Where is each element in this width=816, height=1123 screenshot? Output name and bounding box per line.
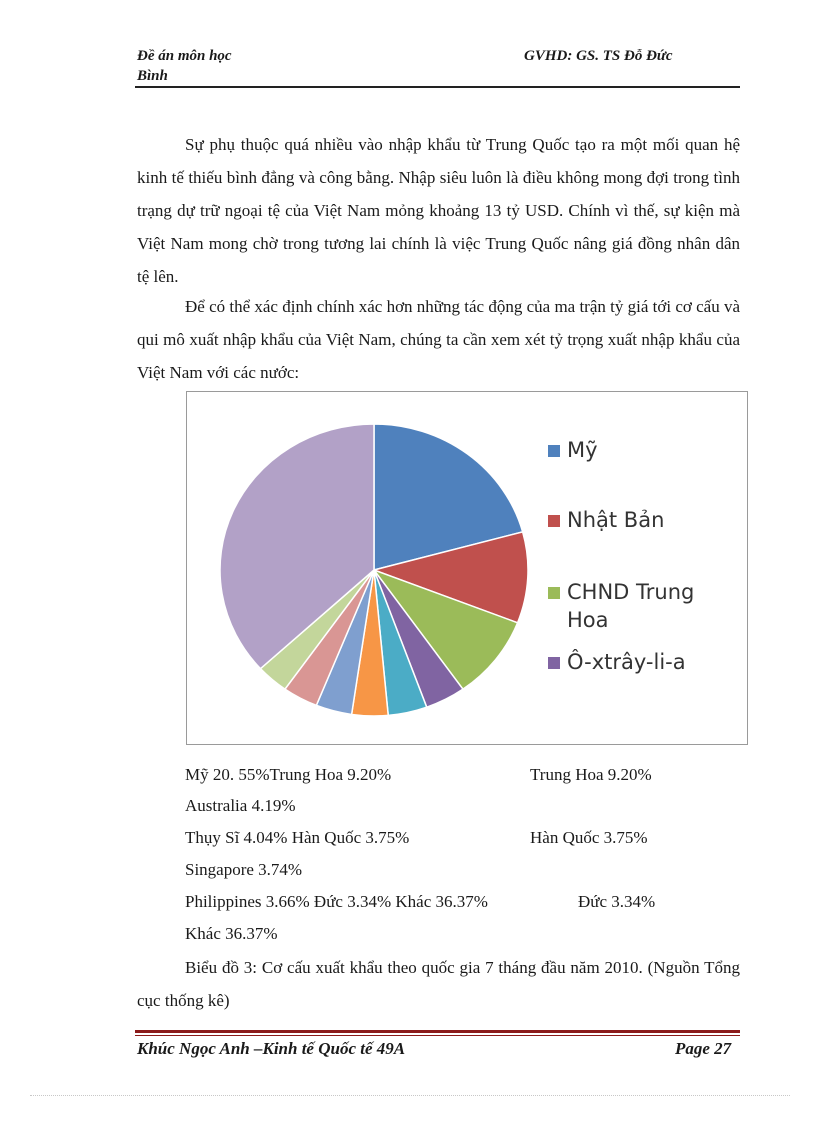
- data-line-1b: Trung Hoa 9.20%: [530, 765, 652, 784]
- paragraph-1: Sự phụ thuộc quá nhiều vào nhập khẩu từ Trung Quốc tạo ra một mối quan hệ kinh tế thiếu bình đẳng và công bằng. Nhập siêu luôn là điều không mong đợi trong tình trạng dự trữ ngoại tệ của Việt Nam mỏng khoảng 13 tỷ USD. Chính vì thế, sự kiện mà Việt Nam mong chờ trong tương lai chính là việc Trung Quốc nâng giá đồng nhân dân tệ lên.: [137, 135, 740, 286]
- export-structure-pie-chart: [186, 391, 748, 745]
- header-course-title: [137, 46, 232, 86]
- data-line-6: Khác 36.37%: [185, 924, 278, 943]
- header-supervisor: GVHD: GS. TS Đỗ Đức: [524, 48, 673, 64]
- legend-swatch-my: [548, 445, 560, 457]
- legend-label-australia: Ô-xtrây-li-a: [567, 650, 686, 674]
- legend-item-trung-hoa: [567, 578, 694, 634]
- legend-item-nhat-ban: [567, 506, 664, 534]
- data-line-3a: Thụy Sĩ 4.04% Hàn Quốc 3.75%: [185, 828, 410, 847]
- chart-caption: Biểu đồ 3: Cơ cấu xuất khẩu theo quốc gia 7 tháng đầu năm 2010. (Nguồn Tổng cục thống kê): [137, 958, 740, 1010]
- header-course-line2: Bình: [137, 68, 168, 84]
- legend-item-australia: [567, 648, 686, 676]
- data-line-4: Singapore 3.74%: [185, 860, 303, 879]
- legend-swatch-trung-hoa: [548, 587, 560, 599]
- footer-divider-thin: [135, 1035, 740, 1036]
- data-line-1a: Mỹ 20. 55%Trung Hoa 9.20%: [185, 765, 392, 784]
- data-line-5a: Philippines 3.66% Đức 3.34% Khác 36.37%: [185, 892, 488, 911]
- pie-slices: [220, 424, 528, 716]
- legend-label-trung-hoa-line1: CHND Trung: [567, 580, 695, 604]
- footer-author: Khúc Ngọc Anh –Kinh tế Quốc tế 49A: [137, 1039, 406, 1058]
- footer-divider-thick: [135, 1030, 740, 1033]
- data-line-2: Australia 4.19%: [185, 796, 296, 815]
- legend-label-nhat-ban: Nhật Bản: [567, 508, 665, 532]
- data-line-5b: Đức 3.34%: [578, 892, 656, 911]
- pie-chart-canvas: [187, 392, 749, 746]
- page-bottom-border: [30, 1095, 790, 1096]
- header-divider: [135, 86, 740, 88]
- legend-swatch-nhat-ban: [548, 515, 560, 527]
- data-line-3b: Hàn Quốc 3.75%: [530, 828, 648, 847]
- footer-page-number: Page 27: [675, 1039, 732, 1058]
- legend-swatch-australia: [548, 657, 560, 669]
- header-course-line1: Đề án môn học: [137, 48, 232, 64]
- paragraph-2: Để có thể xác định chính xác hơn những tác động của ma trận tỷ giá tới cơ cấu và qui mô xuất nhập khẩu của Việt Nam, chúng ta cần xem xét tỷ trọng xuất nhập khẩu của Việt Nam với các nước:: [137, 297, 740, 382]
- legend-item-my: [567, 436, 598, 464]
- legend-label-trung-hoa-line2: Hoa: [567, 608, 609, 632]
- legend-label-my: Mỹ: [567, 438, 598, 462]
